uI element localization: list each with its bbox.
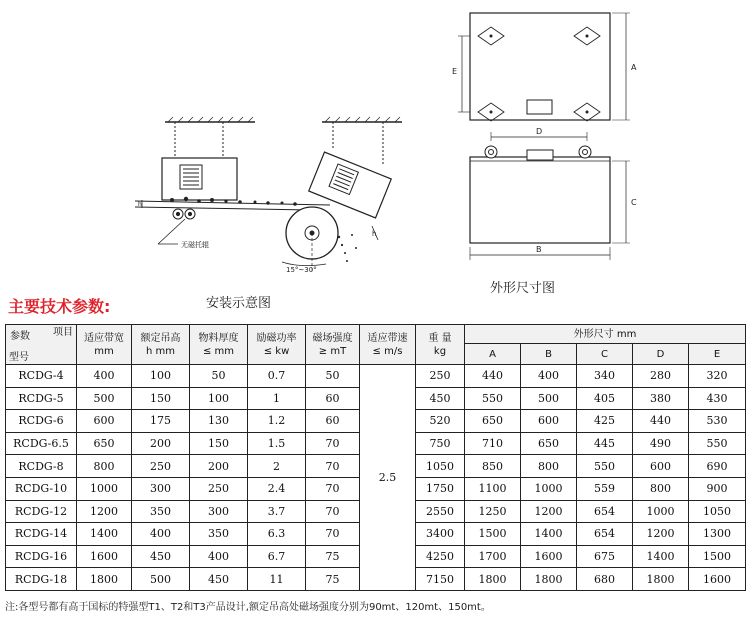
cell-belt-speed: 2.5 [360, 365, 416, 591]
cell-weight: 450 [416, 387, 465, 410]
table-row [6, 365, 746, 388]
cell-dim-b: 800 [521, 455, 577, 478]
cell-power: 11 [248, 568, 306, 591]
cell-material-thickness: 200 [190, 455, 248, 478]
dim-label-a: A [631, 63, 637, 72]
cell-belt-width: 1600 [77, 545, 132, 568]
cell-dim-c: 425 [577, 410, 633, 433]
cell-model: RCDG-10 [6, 477, 77, 500]
header-belt-width: 适应带宽 mm [77, 325, 132, 365]
cell-dim-d: 600 [633, 455, 689, 478]
cell-dim-a: 710 [465, 432, 521, 455]
header-dim-c: C [577, 344, 633, 365]
cell-dim-d: 1400 [633, 545, 689, 568]
cell-weight: 7150 [416, 568, 465, 591]
dim-label-d: D [536, 127, 543, 136]
cell-dim-a: 1700 [465, 545, 521, 568]
cell-belt-width: 1200 [77, 500, 132, 523]
cell-weight: 3400 [416, 523, 465, 546]
cell-dim-c: 550 [577, 455, 633, 478]
cell-material-thickness: 100 [190, 387, 248, 410]
cell-dim-b: 1400 [521, 523, 577, 546]
cell-model: RCDG-6 [6, 410, 77, 433]
install-diagram-caption: 安装示意图 [206, 296, 272, 311]
cell-hang-height: 150 [132, 387, 190, 410]
cell-field-strength: 70 [306, 432, 360, 455]
corner-label-param: 参数 [10, 331, 30, 342]
cell-field-strength: 70 [306, 523, 360, 546]
dim-label-e: E [452, 67, 458, 76]
cell-dim-c: 654 [577, 500, 633, 523]
cell-weight: 750 [416, 432, 465, 455]
cell-power: 1 [248, 387, 306, 410]
cell-dim-d: 1800 [633, 568, 689, 591]
corner-label-model: 型号 [9, 352, 29, 363]
cell-weight: 520 [416, 410, 465, 433]
header-dim-a: A [465, 344, 521, 365]
cell-field-strength: 70 [306, 455, 360, 478]
cell-belt-width: 800 [77, 455, 132, 478]
cell-dim-d: 380 [633, 387, 689, 410]
cell-model: RCDG-6.5 [6, 432, 77, 455]
cell-dim-d: 440 [633, 410, 689, 433]
cell-belt-width: 400 [77, 365, 132, 388]
cell-dim-e: 690 [689, 455, 746, 478]
header-dimensions-group: 外形尺寸 mm [465, 325, 746, 344]
cell-dim-b: 1600 [521, 545, 577, 568]
cell-dim-a: 550 [465, 387, 521, 410]
cell-material-thickness: 50 [190, 365, 248, 388]
spec-table [5, 324, 746, 591]
cell-power: 6.3 [248, 523, 306, 546]
cell-weight: 250 [416, 365, 465, 388]
cell-dim-e: 430 [689, 387, 746, 410]
cell-model: RCDG-14 [6, 523, 77, 546]
cell-hang-height: 500 [132, 568, 190, 591]
cell-dim-a: 440 [465, 365, 521, 388]
cell-dim-a: 1500 [465, 523, 521, 546]
diagram-area [0, 0, 750, 300]
header-dim-d: D [633, 344, 689, 365]
cell-model: RCDG-5 [6, 387, 77, 410]
cell-dim-c: 445 [577, 432, 633, 455]
cell-power: 0.7 [248, 365, 306, 388]
cell-dim-b: 600 [521, 410, 577, 433]
cell-dim-b: 500 [521, 387, 577, 410]
cell-hang-height: 175 [132, 410, 190, 433]
roller-label: 无磁托辊 [181, 241, 209, 249]
cell-power: 1.2 [248, 410, 306, 433]
cell-field-strength: 70 [306, 500, 360, 523]
cell-dim-c: 680 [577, 568, 633, 591]
cell-hang-height: 300 [132, 477, 190, 500]
cell-dim-b: 1200 [521, 500, 577, 523]
cell-power: 6.7 [248, 545, 306, 568]
cell-dim-e: 320 [689, 365, 746, 388]
cell-model: RCDG-8 [6, 455, 77, 478]
cell-model: RCDG-16 [6, 545, 77, 568]
cell-field-strength: 75 [306, 545, 360, 568]
angle-label: 15°~30° [286, 266, 317, 274]
cell-dim-c: 340 [577, 365, 633, 388]
cell-dim-a: 1250 [465, 500, 521, 523]
header-field-strength: 磁场强度 ≥ mT [306, 325, 360, 365]
cell-hang-height: 200 [132, 432, 190, 455]
cell-belt-width: 650 [77, 432, 132, 455]
corner-header-cell [6, 325, 77, 365]
cell-model: RCDG-12 [6, 500, 77, 523]
cell-hang-height: 100 [132, 365, 190, 388]
cell-belt-width: 1400 [77, 523, 132, 546]
install-dim-h: h [372, 230, 377, 238]
cell-dim-b: 1800 [521, 568, 577, 591]
header-hang-height: 额定吊高 h mm [132, 325, 190, 365]
cell-model: RCDG-4 [6, 365, 77, 388]
cell-material-thickness: 400 [190, 545, 248, 568]
header-belt-speed: 适应带速 ≤ m/s [360, 325, 416, 365]
footnote: 注:各型号都有高于国标的特强型T1、T2和T3产品设计,额定吊高处磁场强度分别为90mt、120mt、150mt。 [5, 602, 491, 613]
svg-text:h: h [138, 201, 142, 208]
cell-dim-b: 1000 [521, 477, 577, 500]
cell-material-thickness: 150 [190, 432, 248, 455]
cell-dim-a: 1100 [465, 477, 521, 500]
header-material-thickness: 物料厚度 ≤ mm [190, 325, 248, 365]
cell-dim-e: 530 [689, 410, 746, 433]
cell-field-strength: 75 [306, 568, 360, 591]
cell-material-thickness: 300 [190, 500, 248, 523]
cell-dim-c: 559 [577, 477, 633, 500]
cell-hang-height: 350 [132, 500, 190, 523]
section-title: 主要技术参数: [8, 297, 111, 316]
cell-dim-e: 900 [689, 477, 746, 500]
cell-field-strength: 50 [306, 365, 360, 388]
cell-dim-e: 1600 [689, 568, 746, 591]
cell-dim-d: 490 [633, 432, 689, 455]
cell-belt-width: 600 [77, 410, 132, 433]
cell-weight: 4250 [416, 545, 465, 568]
cell-dim-d: 1200 [633, 523, 689, 546]
cell-dim-c: 654 [577, 523, 633, 546]
dim-label-c: C [631, 198, 637, 207]
cell-material-thickness: 130 [190, 410, 248, 433]
cell-dim-d: 800 [633, 477, 689, 500]
cell-belt-width: 500 [77, 387, 132, 410]
outline-diagram [458, 13, 630, 260]
cell-belt-width: 1000 [77, 477, 132, 500]
cell-field-strength: 70 [306, 477, 360, 500]
cell-weight: 2550 [416, 500, 465, 523]
cell-dim-a: 1800 [465, 568, 521, 591]
cell-dim-a: 650 [465, 410, 521, 433]
cell-field-strength: 60 [306, 410, 360, 433]
cell-dim-d: 280 [633, 365, 689, 388]
cell-material-thickness: 250 [190, 477, 248, 500]
cell-weight: 1750 [416, 477, 465, 500]
corner-label-item: 项目 [53, 327, 73, 338]
cell-dim-e: 1300 [689, 523, 746, 546]
cell-dim-e: 1500 [689, 545, 746, 568]
outline-diagram-caption: 外形尺寸图 [490, 281, 556, 296]
cell-field-strength: 60 [306, 387, 360, 410]
header-dim-e: E [689, 344, 746, 365]
spec-table-body [6, 365, 746, 591]
cell-dim-c: 675 [577, 545, 633, 568]
cell-hang-height: 400 [132, 523, 190, 546]
cell-weight: 1050 [416, 455, 465, 478]
cell-dim-c: 405 [577, 387, 633, 410]
cell-material-thickness: 450 [190, 568, 248, 591]
header-power: 励磁功率 ≤ kw [248, 325, 306, 365]
cell-power: 1.5 [248, 432, 306, 455]
header-weight: 重 量 kg [416, 325, 465, 365]
cell-dim-e: 1050 [689, 500, 746, 523]
cell-model: RCDG-18 [6, 568, 77, 591]
cell-dim-e: 550 [689, 432, 746, 455]
cell-power: 3.7 [248, 500, 306, 523]
cell-dim-a: 850 [465, 455, 521, 478]
installation-diagram [135, 117, 402, 272]
cell-power: 2.4 [248, 477, 306, 500]
dim-label-b: B [536, 245, 542, 254]
cell-dim-b: 400 [521, 365, 577, 388]
header-dim-b: B [521, 344, 577, 365]
cell-dim-b: 650 [521, 432, 577, 455]
cell-belt-width: 1800 [77, 568, 132, 591]
cell-hang-height: 450 [132, 545, 190, 568]
cell-hang-height: 250 [132, 455, 190, 478]
cell-dim-d: 1000 [633, 500, 689, 523]
cell-material-thickness: 350 [190, 523, 248, 546]
cell-power: 2 [248, 455, 306, 478]
